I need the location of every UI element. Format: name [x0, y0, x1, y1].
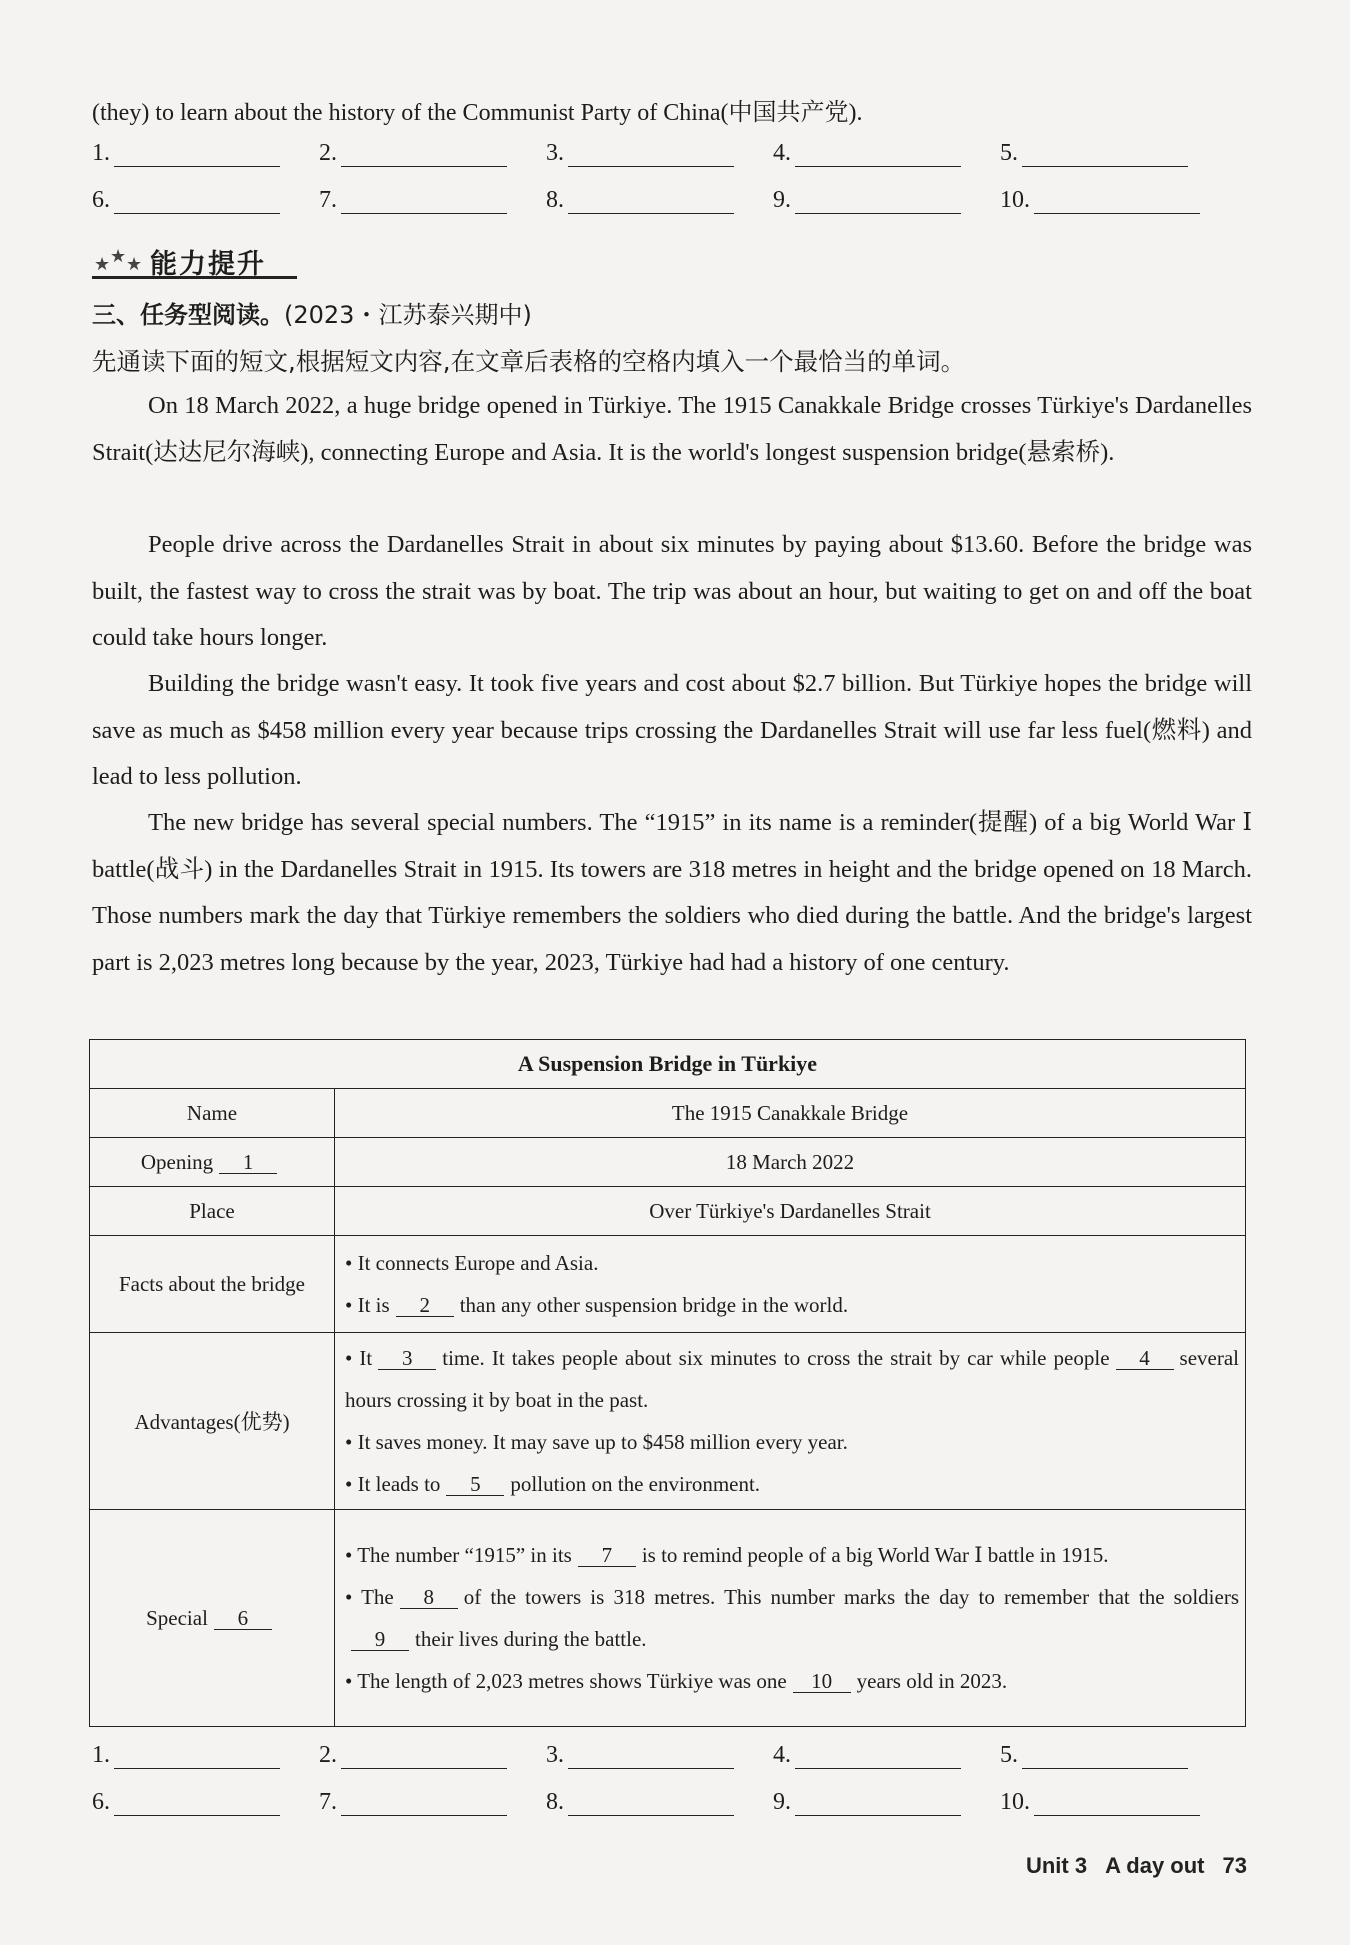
answer-item: 9. [773, 1789, 1000, 1816]
answer-field[interactable] [341, 193, 507, 214]
answer-item: 4. [773, 140, 1000, 167]
answer-item: 5. [1000, 1742, 1227, 1769]
passage-paragraph-4: The new bridge has several special numbers. The “1915” in its name is a reminder(提醒) of a big World War Ⅰ battle(战斗) in the Dardanelles Strait in 1915. Its towers are 318 metres in height and the bridge opened on 18 March. Those numbers mark the day that Türkiye remembers the soldiers who died during the battle. And the bridge's largest part is 2,023 metres long because by the year, 2023, Türkiye had had a history of one century. [92, 809, 1252, 976]
row-value-facts: • It connects Europe and Asia. • It is 2 than any other suspension bridge in the world. [335, 1236, 1246, 1333]
answer-item: 1. [92, 1742, 319, 1769]
table-row [90, 1333, 1246, 1510]
blank-7[interactable]: 7 [578, 1544, 636, 1567]
table-row [90, 1187, 1246, 1236]
table-row [90, 1138, 1246, 1187]
blank-6[interactable]: 6 [214, 1607, 272, 1630]
passage-paragraph-3: Building the bridge wasn't easy. It took five years and cost about $2.7 billion. But Türkiye hopes the bridge will save as much as $458 million every year because trips crossing the Dardanelles Strait will use far less fuel(燃料) and lead to less pollution. [92, 670, 1252, 790]
answer-item: 1. [92, 140, 319, 167]
table-title-row [90, 1040, 1246, 1089]
row-label-name: Name [90, 1089, 335, 1138]
answer-field[interactable] [114, 146, 280, 167]
page-footer [1008, 1853, 1247, 1879]
footer-unit: Unit 3 [1025, 1853, 1088, 1878]
section-banner [92, 240, 297, 280]
summary-table [89, 1039, 1246, 1727]
answer-row [92, 167, 1227, 214]
answer-blanks-top [92, 120, 1227, 214]
blank-5[interactable]: 5 [446, 1473, 504, 1496]
answer-item: 6. [92, 187, 319, 214]
row-label-facts: Facts about the bridge [90, 1236, 335, 1333]
answer-row [92, 120, 1227, 167]
answer-item: 4. [773, 1742, 1000, 1769]
row-label-special: Special 6 [90, 1510, 335, 1727]
answer-item: 3. [546, 1742, 773, 1769]
answer-field[interactable] [568, 193, 734, 214]
answer-field[interactable] [341, 1795, 507, 1816]
answer-item: 7. [319, 1789, 546, 1816]
answer-field[interactable] [114, 1748, 280, 1769]
answer-field[interactable] [568, 1795, 734, 1816]
blank-4[interactable]: 4 [1116, 1347, 1174, 1370]
row-value-special: • The number “1915” in its 7 is to remind people of a big World War Ⅰ battle in 1915. • The 8 of the towers is 318 metres. This number marks the day to remember that the soldiers9 their lives during the battle. • The length of 2,023 metres shows Türkiye was one 10 years old in 2023. [335, 1510, 1246, 1727]
answer-field[interactable] [114, 1795, 280, 1816]
row-label-place: Place [90, 1187, 335, 1236]
section-title: 三、任务型阅读。 [92, 301, 284, 329]
blank-10[interactable]: 10 [793, 1670, 851, 1693]
table-row [90, 1089, 1246, 1138]
answer-field[interactable] [114, 193, 280, 214]
blank-3[interactable]: 3 [378, 1347, 436, 1370]
answer-row [92, 1722, 1227, 1769]
row-value-place: Over Türkiye's Dardanelles Strait [335, 1187, 1246, 1236]
row-label-opening: Opening 1 [90, 1138, 335, 1187]
table-row [90, 1236, 1246, 1333]
star-icon: ★ [110, 246, 127, 267]
blank-1[interactable]: 1 [219, 1151, 277, 1174]
section-heading [92, 295, 532, 330]
answer-field[interactable] [568, 1748, 734, 1769]
answer-row [92, 1769, 1227, 1816]
table-row [90, 1510, 1246, 1727]
answer-item: 7. [319, 187, 546, 214]
row-label-advantages: Advantages(优势) [90, 1333, 335, 1510]
row-value-name: The 1915 Canakkale Bridge [335, 1089, 1246, 1138]
answer-field[interactable] [568, 146, 734, 167]
answer-field[interactable] [1034, 193, 1200, 214]
star-icon: ★ [126, 254, 143, 275]
answer-field[interactable] [1034, 1795, 1200, 1816]
passage-paragraph-1: On 18 March 2022, a huge bridge opened in Türkiye. The 1915 Canakkale Bridge crosses Türkiye's Dardanelles Strait(达达尼尔海峡), connecting Europe and Asia. It is the world's longest suspension bridge(悬索桥). [92, 392, 1252, 466]
row-value-opening: 18 March 2022 [335, 1138, 1246, 1187]
previous-passage-last-line: (they) to learn about the history of the Communist Party of China(中国共产党). [92, 100, 863, 126]
footer-title: A day out [1105, 1853, 1205, 1878]
passage-paragraph-2: People drive across the Dardanelles Strait in about six minutes by paying about $13.60. Before the bridge was built, the fastest way to cross the strait was by boat. The trip was about an hour, but waiting to get on and off the boat could take hours longer. [92, 531, 1252, 651]
answer-item: 10. [1000, 1789, 1227, 1816]
answer-item: 6. [92, 1789, 319, 1816]
answer-field[interactable] [1022, 1748, 1188, 1769]
blank-9[interactable]: 9 [351, 1628, 409, 1651]
answer-field[interactable] [341, 146, 507, 167]
answer-item: 8. [546, 187, 773, 214]
star-icon: ★ [94, 254, 111, 275]
answer-blanks-bottom [92, 1722, 1227, 1816]
table-title: A Suspension Bridge in Türkiye [90, 1040, 1246, 1089]
answer-item: 3. [546, 140, 773, 167]
instructions: 先通读下面的短文,根据短文内容,在文章后表格的空格内填入一个最恰当的单词。 [92, 347, 966, 376]
section-source: (2023・江苏泰兴期中) [284, 301, 532, 329]
answer-field[interactable] [795, 1748, 961, 1769]
answer-item: 2. [319, 1742, 546, 1769]
answer-field[interactable] [795, 146, 961, 167]
answer-item: 10. [1000, 187, 1227, 214]
answer-item: 8. [546, 1789, 773, 1816]
answer-field[interactable] [795, 1795, 961, 1816]
blank-8[interactable]: 8 [400, 1586, 458, 1609]
answer-item: 2. [319, 140, 546, 167]
row-value-advantages: • It 3 time. It takes people about six minutes to cross the strait by car while people 4 several hours crossing it by boat in the past. • It saves money. It may save up to $458 million every year. • It leads to 5 pollution on the environment. [335, 1333, 1246, 1510]
answer-item: 5. [1000, 140, 1227, 167]
blank-2[interactable]: 2 [396, 1294, 454, 1317]
section-banner-title: 能力提升 [150, 249, 266, 280]
answer-item: 9. [773, 187, 1000, 214]
answer-field[interactable] [795, 193, 961, 214]
answer-field[interactable] [1022, 146, 1188, 167]
answer-field[interactable] [341, 1748, 507, 1769]
banner-underline [92, 276, 297, 279]
page-number: 73 [1222, 1853, 1247, 1878]
